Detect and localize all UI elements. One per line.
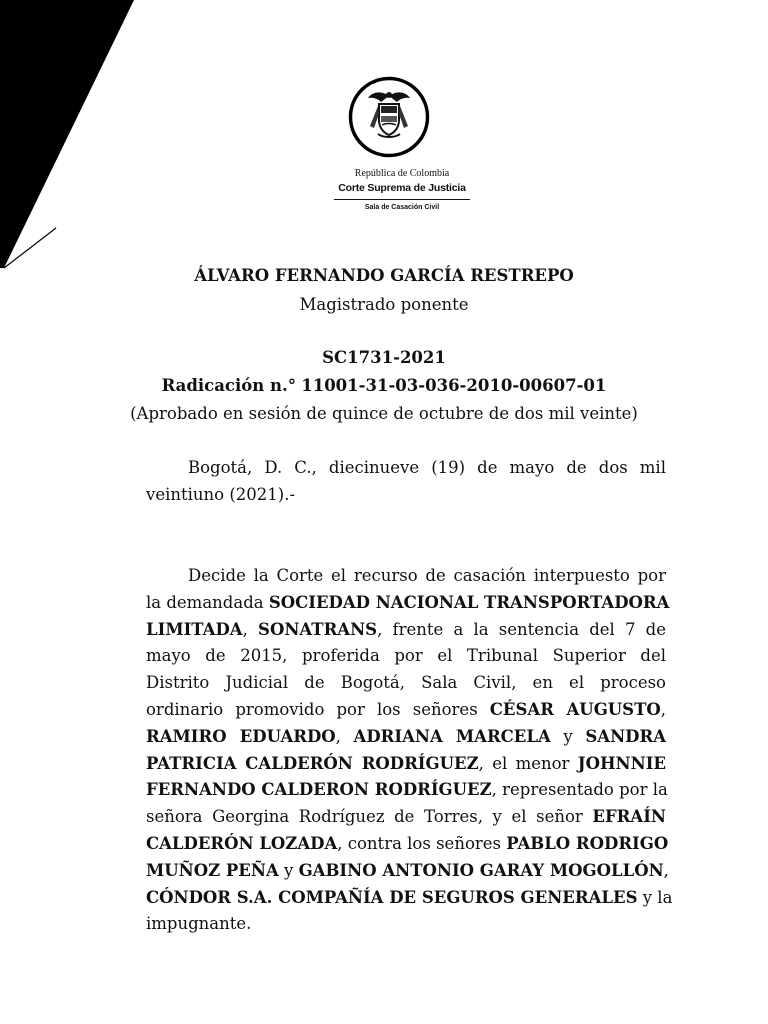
date-line-1: Bogotá, D. C., diecinueve (19) de mayo de dos mil <box>188 458 666 477</box>
magistrate-role: Magistrado ponente <box>299 295 469 314</box>
party-name: FERNANDO CALDERON RODRÍGUEZ <box>146 780 492 800</box>
body-text: y la <box>637 887 673 907</box>
body-text: ordinario promovido por los señores <box>146 699 490 719</box>
party-name: SANDRA <box>585 726 666 746</box>
party-name: RAMIRO EDUARDO <box>146 726 336 746</box>
body-line <box>146 858 669 885</box>
body-text: , frente a la sentencia del 7 de <box>377 619 666 639</box>
party-name: SONATRANS <box>258 619 378 639</box>
body-line <box>146 751 666 778</box>
body-text: la demandada <box>146 592 269 612</box>
party-name: CÓNDOR S.A. COMPAÑÍA DE SEGUROS GENERALES <box>146 887 638 907</box>
body-line <box>146 911 666 938</box>
approval-note: (Aprobado en sesión de quince de octubre de dos mil veinte) <box>130 404 638 423</box>
party-name: PABLO RODRIGO <box>506 833 669 853</box>
court-header <box>330 167 474 213</box>
body-text: y <box>278 860 299 880</box>
party-name: GABINO ANTONIO GARAY MOGOLLÓN <box>298 860 664 880</box>
body-line <box>146 831 669 858</box>
body-line <box>146 617 666 644</box>
body-paragraph <box>146 563 673 938</box>
party-name: EFRAÍN <box>592 807 666 827</box>
party-name: CALDERÓN LOZADA <box>146 833 338 853</box>
body-text: , <box>242 619 259 639</box>
body-line <box>146 697 666 724</box>
party-name: PATRICIA CALDERÓN RODRÍGUEZ <box>146 753 479 773</box>
date-paragraph <box>146 455 666 509</box>
party-name: JOHNNIE <box>577 753 666 773</box>
body-text: impugnante. <box>146 914 252 934</box>
body-line <box>146 885 673 912</box>
body-text: , contra los señores <box>337 833 507 853</box>
body-text: , <box>335 726 354 746</box>
header-divider <box>334 199 470 200</box>
body-text: , representado por la <box>491 780 668 800</box>
country-name: República de Colombia <box>354 168 450 179</box>
body-line <box>146 777 666 804</box>
party-name: MUÑOZ PEÑA <box>146 860 279 880</box>
body-text: , el menor <box>478 753 578 773</box>
coat-of-arms-seal <box>348 76 430 158</box>
body-text: Distrito Judicial de Bogotá, Sala Civil, en el proceso <box>146 673 666 693</box>
filing-label: Radicación n.° <box>161 376 296 395</box>
body-text: mayo de 2015, proferida por el Tribunal Superior del <box>146 646 666 666</box>
date-line-2: veintiuno (2021).- <box>146 484 296 504</box>
filing-line <box>0 376 768 395</box>
body-text: y <box>550 726 586 746</box>
body-text: Decide la Corte el recurso de casación interpuesto por <box>188 566 666 585</box>
body-line <box>146 804 666 831</box>
chamber-name: Sala de Casación Civil <box>364 204 440 211</box>
party-name: ADRIANA MARCELA <box>353 726 551 746</box>
party-name: LIMITADA <box>146 619 243 639</box>
party-name: SOCIEDAD NACIONAL TRANSPORTADORA <box>268 592 670 612</box>
body-line <box>146 643 666 670</box>
body-text: , <box>663 860 669 880</box>
court-name: Corte Suprema de Justicia <box>338 182 466 194</box>
case-number: SC1731-2021 <box>322 348 446 367</box>
body-line <box>146 670 666 697</box>
body-text: , <box>660 699 666 719</box>
scan-edge-shadow <box>0 0 140 300</box>
magistrate-name: ÁLVARO FERNANDO GARCÍA RESTREPO <box>194 266 574 285</box>
body-line <box>146 563 666 590</box>
body-text: señora Georgina Rodríguez de Torres, y el señor <box>146 807 593 827</box>
party-name: CÉSAR AUGUSTO <box>489 699 661 719</box>
body-line <box>146 590 670 617</box>
body-line <box>146 724 666 751</box>
filing-number: 11001-31-03-036-2010-00607-01 <box>301 376 607 395</box>
